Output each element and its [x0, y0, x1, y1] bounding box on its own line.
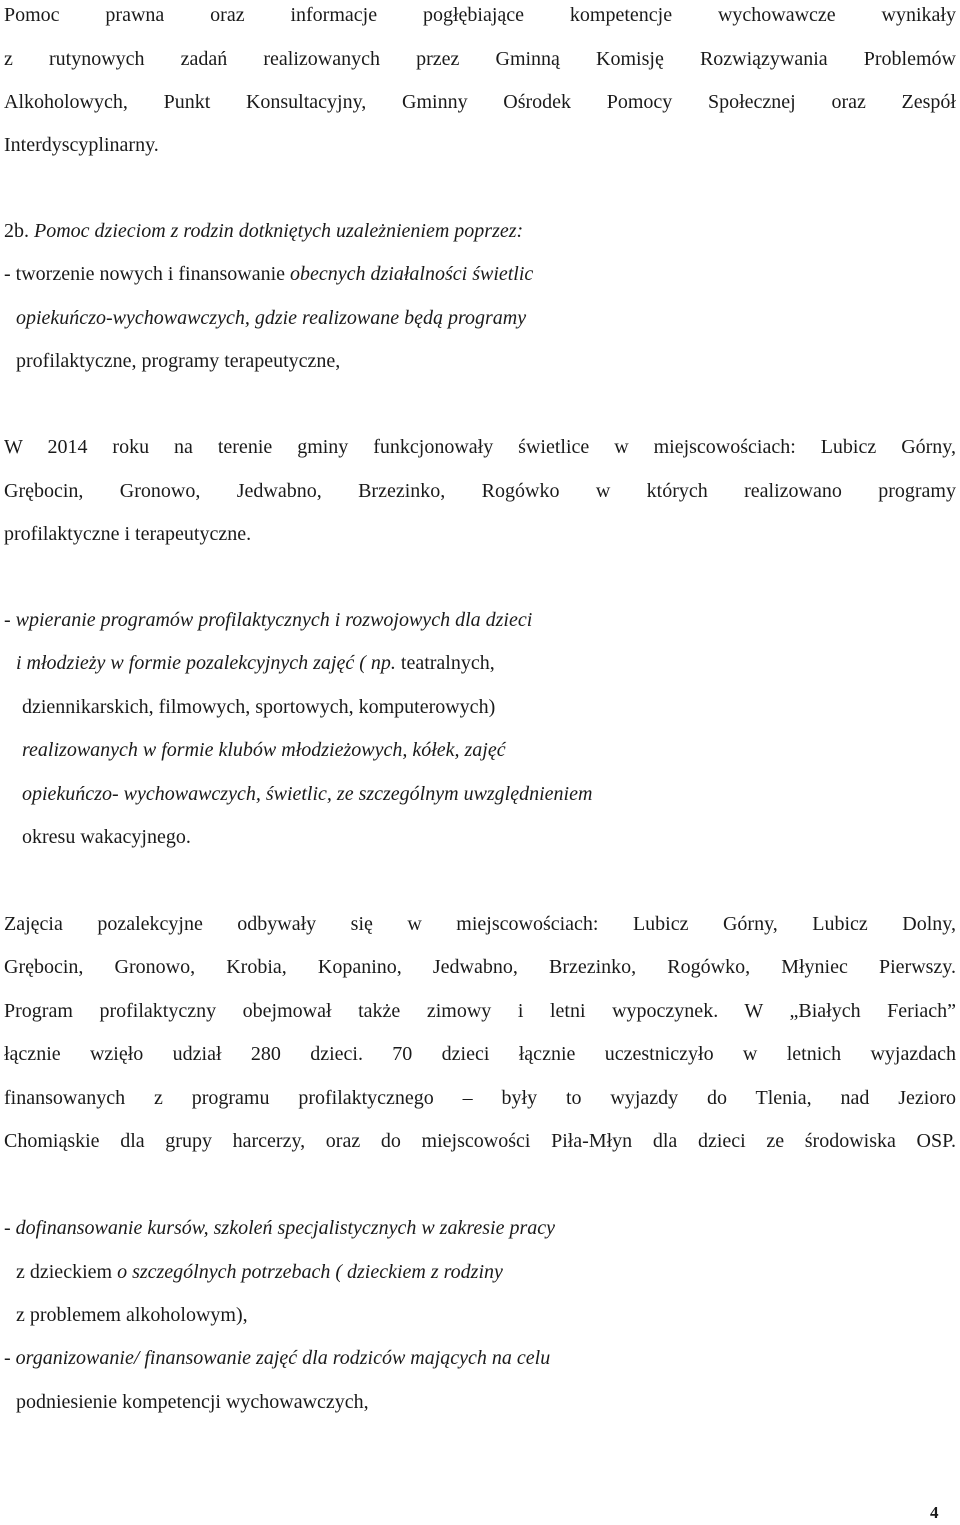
- item-1-line-1-plain: - tworzenie nowych i finansowanie: [4, 263, 291, 285]
- classes-line-6: Chomiąskie dla grupy harcerzy, oraz do miejscowości Piła-Młyn dla dzieci ze środowiska OSP.: [4, 1130, 956, 1152]
- paragraph-2014-line-3: profilaktyczne i terapeutyczne.: [4, 523, 252, 545]
- classes-line-5: finansowanych z programu profilaktycznego – były to wyjazdy do Tlenia, nad Jezioro: [4, 1087, 956, 1109]
- classes-line-4: łącznie wzięło udział 280 dzieci. 70 dzieci łącznie uczestniczyło w letnich wyjazdach: [4, 1043, 956, 1065]
- paragraph-1-line-1: Pomoc prawna oraz informacje pogłębiające kompetencje wychowawcze wynikały: [4, 4, 956, 26]
- support-item-line-5: opiekuńczo- wychowawczych, świetlic, ze szczególnym uwzględnieniem: [22, 783, 593, 805]
- paragraph-2014-line-1: W 2014 roku na terenie gminy funkcjonowały świetlice w miejscowościach: Lubicz Górny,: [4, 436, 956, 458]
- courses-item-line-2-plain: z dzieckiem: [16, 1261, 118, 1283]
- support-item-line-2-italic: i młodzieży w formie pozalekcyjnych zajęć ( np.: [16, 652, 401, 674]
- item-1-line-2: opiekuńczo-wychowawczych, gdzie realizowane będą programy: [16, 307, 527, 329]
- support-item-line-4: realizowanych w formie klubów młodzieżowych, kółek, zajęć: [22, 739, 506, 761]
- support-item-line-6: okresu wakacyjnego.: [22, 826, 191, 848]
- courses-item-line-3: z problemem alkoholowym),: [16, 1304, 248, 1326]
- page-number: 4: [930, 1503, 939, 1522]
- section-2b-heading: [4, 221, 523, 241]
- support-item-line-2: [16, 653, 495, 673]
- support-item-line-2-plain: teatralnych,: [400, 652, 495, 674]
- parents-item-line-2: podniesienie kompetencji wychowawczych,: [16, 1391, 369, 1413]
- courses-item-line-2: [16, 1262, 503, 1282]
- courses-item-line-2-italic: o szczególnych potrzebach ( dzieckiem z rodziny: [117, 1261, 503, 1283]
- classes-line-1: Zajęcia pozalekcyjne odbywały się w miejscowościach: Lubicz Górny, Lubicz Dolny,: [4, 913, 956, 935]
- courses-item-line-1: - dofinansowanie kursów, szkoleń specjalistycznych w zakresie pracy: [4, 1217, 556, 1239]
- support-item-line-1: - wpieranie programów profilaktycznych i rozwojowych dla dzieci: [4, 609, 533, 631]
- item-1-line-1: [4, 264, 533, 284]
- section-title: Pomoc dzieciom z rodzin dotkniętych uzależnieniem poprzez:: [34, 220, 524, 242]
- paragraph-1-line-2: z rutynowych zadań realizowanych przez Gminną Komisję Rozwiązywania Problemów: [4, 48, 956, 70]
- parents-item-line-1: - organizowanie/ finansowanie zajęć dla rodziców mających na celu: [4, 1347, 551, 1369]
- classes-line-2: Grębocin, Gronowo, Krobia, Kopanino, Jedwabno, Brzezinko, Rogówko, Młyniec Pierwszy.: [4, 956, 956, 978]
- paragraph-2014-line-2: Grębocin, Gronowo, Jedwabno, Brzezinko, Rogówko w których realizowano programy: [4, 480, 956, 502]
- support-item-line-3: dziennikarskich, filmowych, sportowych, komputerowych): [22, 696, 496, 718]
- paragraph-1-line-3: Alkoholowych, Punkt Konsultacyjny, Gminny Ośrodek Pomocy Społecznej oraz Zespół: [4, 91, 956, 113]
- item-1-line-3: profilaktyczne, programy terapeutyczne,: [16, 350, 341, 372]
- section-number: 2b.: [4, 220, 29, 242]
- item-1-line-1-italic: obecnych działalności świetlic: [290, 263, 534, 285]
- paragraph-1-line-4: Interdyscyplinarny.: [4, 134, 159, 156]
- classes-line-3: Program profilaktyczny obejmował także zimowy i letni wypoczynek. W „Białych Feriach”: [4, 1000, 956, 1022]
